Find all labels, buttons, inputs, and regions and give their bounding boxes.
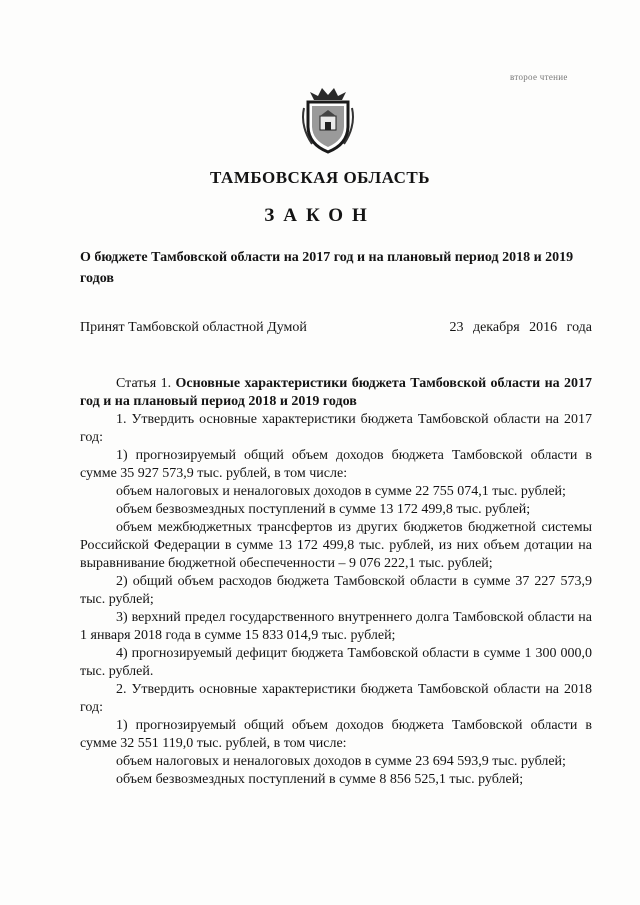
adopted-by: Принят Тамбовской областной Думой	[80, 320, 307, 335]
article-heading	[80, 375, 592, 411]
region-title: ТАМБОВСКАЯ ОБЛАСТЬ	[210, 168, 430, 187]
coat-of-arms-icon	[298, 86, 358, 154]
paragraph: объем безвозмездных поступлений в сумме 8 856 525,1 тыс. рублей;	[116, 772, 524, 787]
paragraph: 1) прогнозируемый общий объем доходов бюджета Тамбовской области в сумме 35 927 573,9 тыс. рублей, в том числе:	[80, 448, 592, 481]
paragraph: 3) верхний предел государственного внутреннего долга Тамбовской области на 1 января 2018 года в сумме 15 833 014,9 тыс. рублей;	[80, 610, 592, 643]
reading-stamp: второе чтение	[510, 72, 568, 82]
paragraph: объем межбюджетных трансфертов из других бюджетов бюджетной системы Российской Федерации в сумме 13 172 499,8 тыс. рублей, из них объем дотации на выравнивание бюджетной обеспеченности – 9 076 222,1 тыс. рублей;	[80, 520, 592, 571]
paragraph: 2) общий объем расходов бюджета Тамбовской области в сумме 37 227 573,9 тыс. рублей;	[80, 574, 592, 607]
article-title: Основные характеристики бюджета Тамбовской области на 2017 год и на плановый период 2018 и 2019 годов	[80, 376, 592, 409]
article-number: Статья 1.	[116, 376, 172, 391]
paragraph: объем налоговых и неналоговых доходов в сумме 22 755 074,1 тыс. рублей;	[116, 484, 566, 499]
paragraph: 2. Утвердить основные характеристики бюджета Тамбовской области на 2018 год:	[80, 682, 592, 715]
law-body	[80, 375, 592, 789]
paragraph: объем налоговых и неналоговых доходов в сумме 23 694 593,9 тыс. рублей;	[116, 754, 566, 769]
adoption-date: 23 декабря 2016 года	[449, 320, 592, 335]
paragraph: 1) прогнозируемый общий объем доходов бюджета Тамбовской области в сумме 32 551 119,0 тыс. рублей, в том числе:	[80, 718, 592, 751]
adoption-line	[80, 320, 592, 340]
paragraph: 4) прогнозируемый дефицит бюджета Тамбовской области в сумме 1 300 000,0 тыс. рублей.	[80, 646, 592, 679]
document-type-title: ЗАКОН	[264, 205, 376, 226]
paragraph: объем безвозмездных поступлений в сумме 13 172 499,8 тыс. рублей;	[116, 502, 531, 517]
law-subject: О бюджете Тамбовской области на 2017 год и на плановый период 2018 и 2019 годов	[80, 250, 574, 286]
paragraph: 1. Утвердить основные характеристики бюджета Тамбовской области на 2017 год:	[80, 412, 592, 445]
